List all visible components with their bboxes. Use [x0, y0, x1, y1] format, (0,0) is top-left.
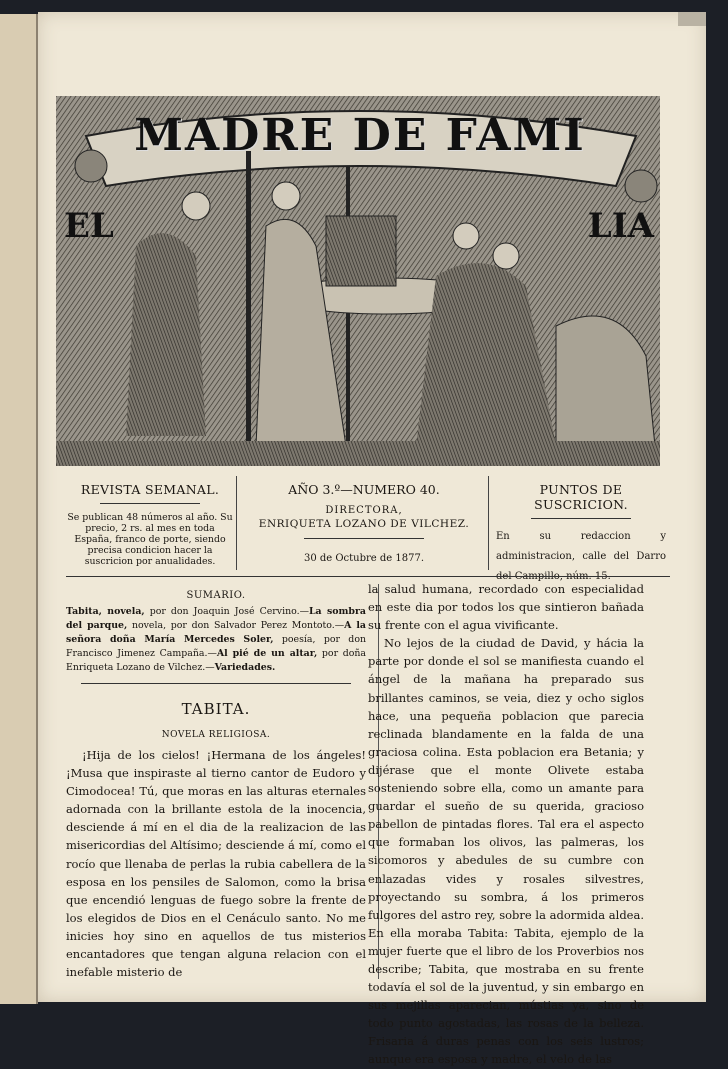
paragraph: ¡Hija de los cielos! ¡Hermana de los ángeles! ¡Musa que inspiraste al tierno cantor de Eudoro y Cimodocea! Tú, que moras en las alturas eternales adornada con la brillante estola de la inocencia, desciende á mí en el dia de la realizacion de las misericordias del Altísimo; desciende á mí, como el rocío que llenaba de perlas la rubia cabellera de la esposa en los pensiles de Salomon, como la brisa que encendió lenguas de fuego sobre la frente de los elegidos de Dios en el Cenáculo santo. No me inicies hoy sino en aquellos de tus misterios encantadores que tengan alguna relacion con el inefable misterio de — [66, 748, 366, 980]
info-right-text: En su redaccion y administracion, calle del Darro — [496, 531, 666, 562]
info-rule — [100, 503, 200, 504]
info-right — [492, 470, 670, 587]
info-rule — [304, 538, 424, 539]
article-title: TABITA. — [181, 700, 251, 718]
issue-number: AÑO 3.º—NUMERO 40. — [288, 482, 440, 497]
sumario-item-rest: poesía, por don Francisco Jimenez Campaña.— — [66, 634, 366, 659]
article-subtitle: NOVELA RELIGIOSA. — [161, 730, 271, 740]
info-left-text: Se publican 48 números al año. Su precio, 2 rs. al mes en toda España, franco de porte, siendo precisa condicion hacer la suscricion por anualidades. — [67, 512, 233, 567]
masthead-title: MADRE DE FAMI — [134, 109, 586, 161]
info-divider — [236, 476, 237, 570]
info-right-heading: PUNTOS DE SUSCRICION. — [534, 482, 628, 512]
director-name: ENRIQUETA LOZANO DE VILCHEZ. — [258, 518, 470, 530]
info-left-heading: REVISTA SEMANAL. — [80, 482, 220, 497]
page-corner-tab — [678, 12, 706, 26]
info-divider — [488, 476, 489, 570]
sumario-text — [66, 605, 366, 675]
sumario-item-title: Tabita, novela, — [66, 606, 145, 617]
masthead-side-right: LIA — [587, 206, 654, 246]
header-rule — [66, 576, 670, 577]
sumario-item-title: Variedades. — [214, 662, 276, 673]
paragraph: la salud humana, recordado con especialidad en este dia por todos los que sintieron bañada su frente con el agua vivificante. — [368, 582, 644, 633]
column-right — [368, 580, 644, 1069]
issue-date: 30 de Octubre de 1877. — [303, 553, 425, 564]
info-rule — [531, 518, 631, 519]
newspaper-page — [38, 12, 706, 1067]
paragraph: No lejos de la ciudad de David, y hácia la parte por donde el sol se manifiesta cuando el ángel de la mañana ha preparado sus brillantes caminos, se veia, diez y ocho siglos hace, una pequeña poblacion que parecia reclinada blandamente en la falda de una graciosa colina. Esta poblacion era Betania; y dijérase que el monte Olivete estaba sosteniendo sobre ella, como un amante para guardar el sueño de su querida, gracioso pabellon de pintadas flores. Tal era el aspecto que formaban los olivos, las palmeras, los sicomoros y abedules de su cumbre con enlazadas vides y rosales silvestres, proyectando su sombra, á los primeros fulgores del astro rey, sobre la adormida aldea. En ella moraba Tabita: Tabita, ejemplo de la mujer fuerte que el libro de los Proverbios nos describe; Tabita, que mostraba en su frente todavía el sol de la juventud, y sin embargo en sus mejillas aparecian, mústias ya, sino de todo punto agostadas, las rosas de la belleza. Frisaria á duras penas con los seis lustros; aunque era esposa y madre, el velo de las — [368, 636, 644, 1067]
sumario-rule — [81, 683, 351, 684]
facing-page-edge — [0, 14, 38, 1004]
sumario-item-rest: por don Joaquin José Cervino.— — [144, 606, 309, 617]
sumario-item-title: La sombra del parque, — [66, 606, 366, 631]
sumario-item-title: Al pié de un altar, — [216, 648, 318, 659]
info-row — [66, 470, 670, 576]
sumario-heading: SUMARIO. — [186, 590, 246, 601]
masthead-engraving — [56, 96, 660, 466]
director-label: DIRECTORA, — [325, 505, 403, 516]
sumario-item-rest: por doña Enriqueta Lozano de Vilchez.— — [66, 648, 366, 673]
sumario-item-rest: novela, por don Salvador Perez Montoto.— — [127, 620, 345, 631]
article-body-col2 — [368, 580, 644, 1069]
column-left — [66, 584, 366, 981]
masthead-side-left: EL — [64, 206, 114, 246]
article-body-col1 — [66, 746, 366, 981]
sumario-item-title: A la señora doña María Mercedes Soler, — [66, 620, 366, 645]
info-middle — [242, 470, 486, 564]
info-left — [66, 470, 234, 567]
